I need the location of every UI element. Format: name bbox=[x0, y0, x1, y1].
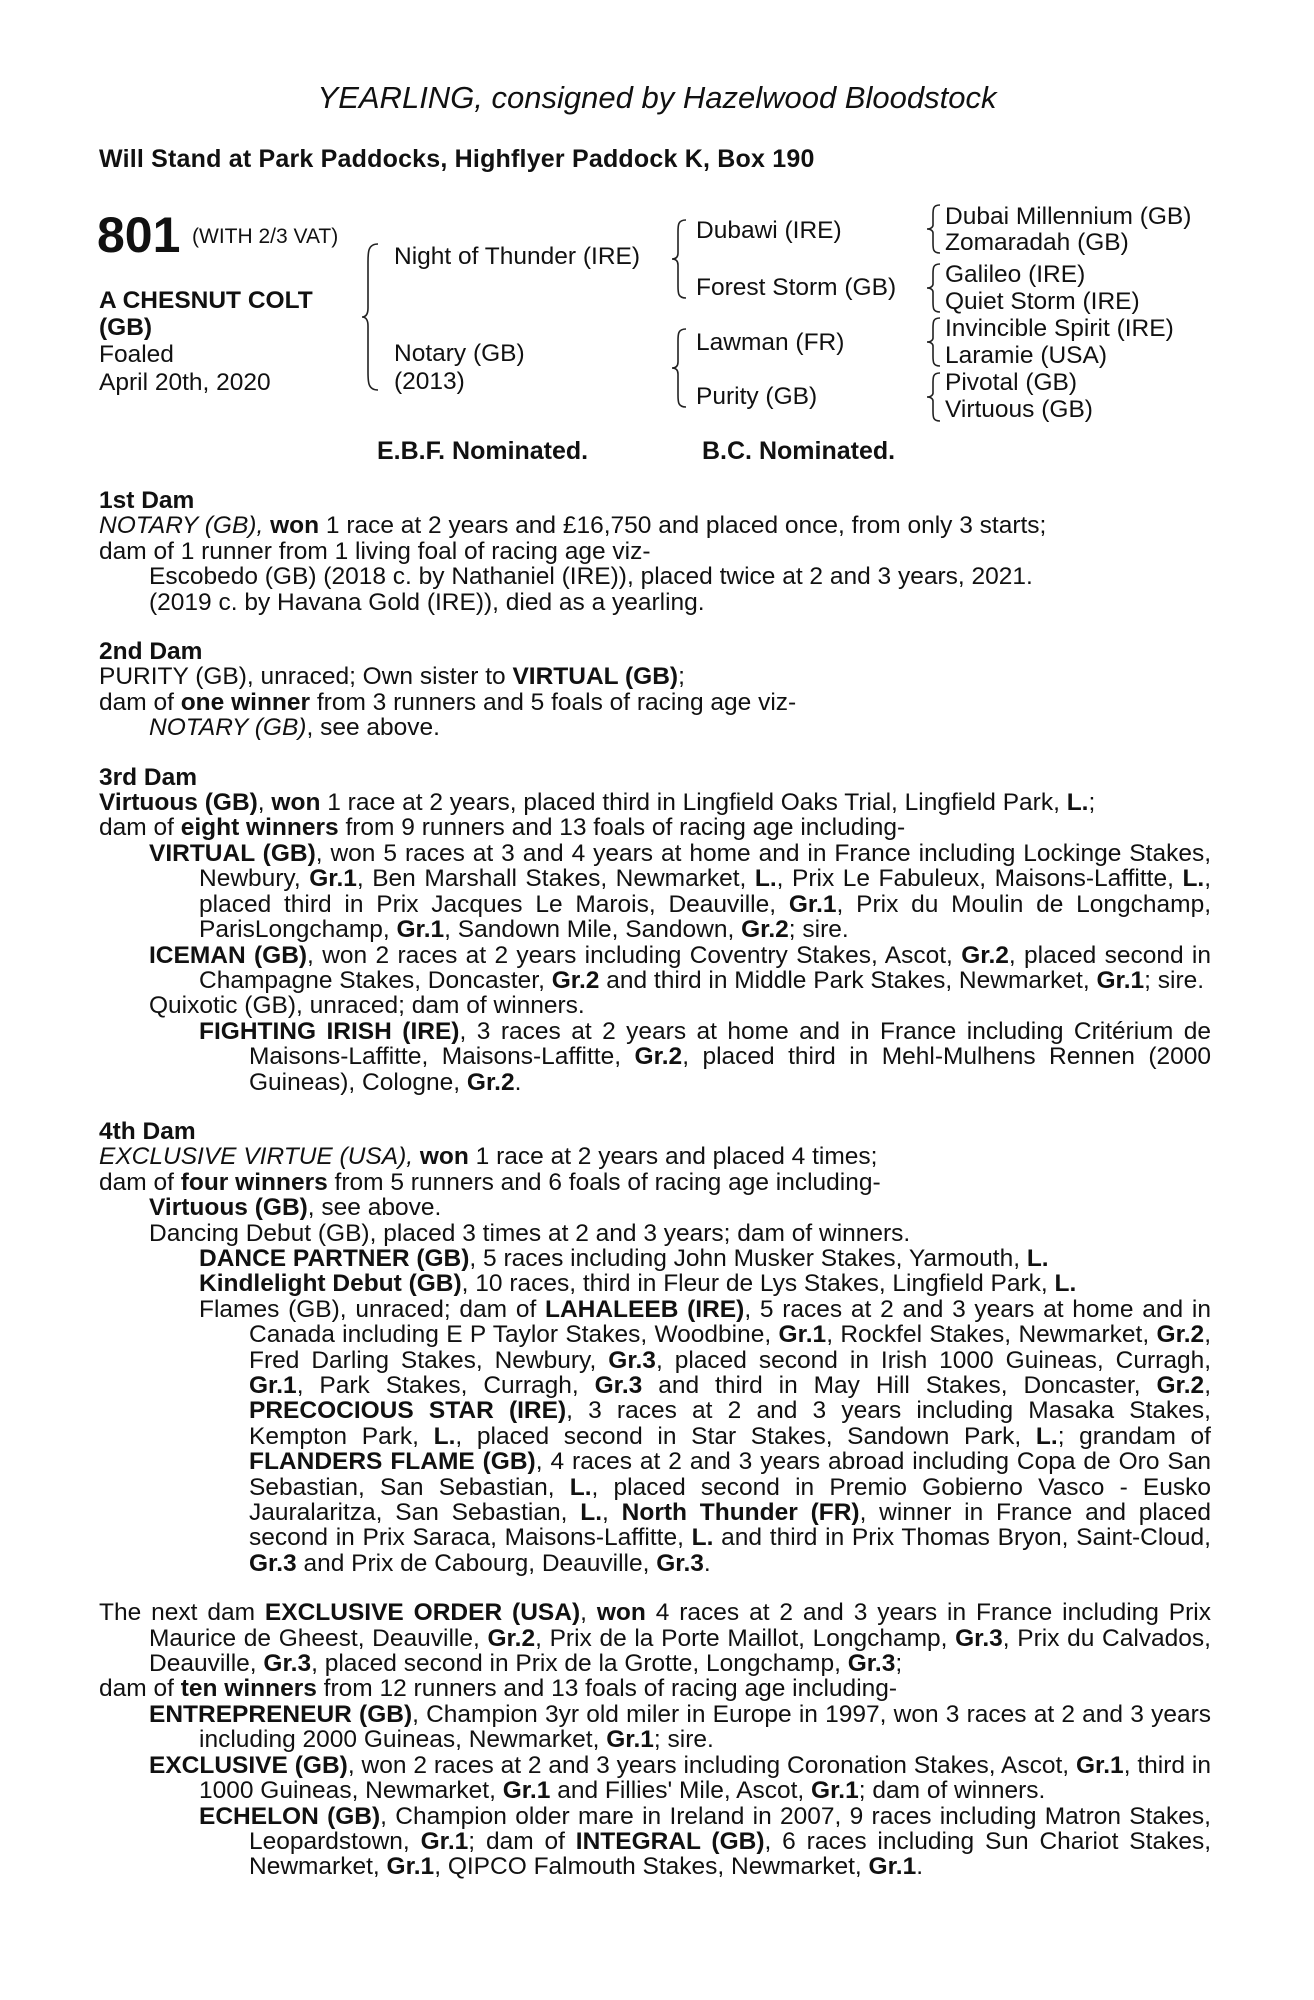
dam2-produce-1: NOTARY (GB), see above. bbox=[149, 714, 440, 742]
pedigree-dam-sire: Lawman (FR) bbox=[696, 329, 845, 356]
pedigree-dam: Notary (GB) bbox=[394, 340, 525, 367]
dam1-produce-2: (2019 c. by Havana Gold (IRE)), died as a yearling. bbox=[149, 588, 705, 616]
foaled-date: April 20th, 2020 bbox=[99, 369, 271, 396]
brace-icon-3 bbox=[925, 316, 943, 368]
dam4-heading: 4th Dam bbox=[99, 1117, 196, 1145]
dam2-line1: PURITY (GB), unraced; Own sister to VIRTUAL (GB); bbox=[99, 663, 685, 691]
dam1-line2: dam of 1 runner from 1 living foal of racing age viz- bbox=[99, 537, 651, 565]
page-title: YEARLING, consigned by Hazelwood Bloodstock bbox=[317, 80, 997, 115]
sire-dam-brace-icon bbox=[360, 242, 382, 392]
brace-icon-2 bbox=[925, 262, 943, 314]
pedigree-sire: Night of Thunder (IRE) bbox=[394, 243, 641, 270]
pedigree-dds: Pivotal (GB) bbox=[945, 369, 1078, 396]
next-dam-grandproduce-echelon: ECHELON (GB), Champion older mare in Ireland in 2007, 9 races including Matron Stakes, Leopardstown, Gr.1; dam of INTEGRAL (GB), 6 races including Sun Chariot Stakes, Newmarket, Gr.1, QIPCO Falmouth Stakes, Newmarket, Gr.1. bbox=[199, 1802, 1212, 1881]
dam3-produce-quixotic: Quixotic (GB), unraced; dam of winners. bbox=[149, 992, 585, 1020]
dam3-line2: dam of eight winners from 9 runners and 13 foals of racing age including- bbox=[99, 814, 906, 842]
sire-parents-brace-icon bbox=[670, 218, 690, 300]
dam1-line1: NOTARY (GB), won 1 race at 2 years and £16,750 and placed once, from only 3 starts; bbox=[99, 512, 1047, 540]
pedigree-ssd: Zomaradah (GB) bbox=[945, 229, 1129, 256]
pedigree-sds: Galileo (IRE) bbox=[945, 261, 1086, 288]
next-dam-line: The next dam EXCLUSIVE ORDER (USA), won 4 races at 2 and 3 years in France including Prix Maurice de Gheest, Deauville, Gr.2, Prix de la Porte Maillot, Longchamp, Gr.3, Prix du Calvados, Deauville, Gr.3, placed second in Prix de la Grotte, Longchamp, Gr.3; bbox=[99, 1599, 1211, 1678]
dam4-grandproduce-flames: Flames (GB), unraced; dam of LAHALEEB (IRE), 5 races at 2 and 3 years at home and in Canada including E P Taylor Stakes, Woodbine, Gr.1, Rockfel Stakes, Newmarket, Gr.2, Fred Darling Stakes, Newbury, Gr.3, placed second in Irish 1000 Guineas, Curragh, Gr.1, Park Stakes, Curragh, Gr.3 and third in May Hill Stakes, Doncaster, Gr.2, PRECOCIOUS STAR (IRE), 3 races at 2 and 3 years including Masaka Stakes, Kempton Park, L., placed second in Star Stakes, Sandown Park, L.; grandam of FLANDERS FLAME (GB), 4 races at 2 and 3 years abroad including Copa de Oro San Sebastian, San Sebastian, L., placed second in Premio Gobierno Vasco - Eusko Jauralaritza, San Sebastian, L., North Thunder (FR), winner in France and placed second in Prix Saraca, Maisons-Laffitte, L. and third in Prix Thomas Bryon, Saint-Cloud, Gr.3 and Prix de Cabourg, Deauville, Gr.3. bbox=[199, 1295, 1212, 1577]
dam4-line1: EXCLUSIVE VIRTUE (USA), won 1 race at 2 years and placed 4 times; bbox=[99, 1143, 878, 1171]
dam3-produce-virtual: VIRTUAL (GB), won 5 races at 3 and 4 years at home and in France including Lockinge Stakes, Newbury, Gr.1, Ben Marshall Stakes, Newmarket, L., Prix Le Fabuleux, Maisons-Laffitte, L., placed third in Prix Jacques Le Marois, Deauville, Gr.1, Prix du Moulin de Longchamp, ParisLongchamp, Gr.1, Sandown Mile, Sandown, Gr.2; sire. bbox=[149, 839, 1212, 944]
catalogue-body bbox=[99, 488, 1211, 1880]
dam3-grandproduce-fighting-irish: FIGHTING IRISH (IRE), 3 races at 2 years at home and in France including Critérium de Maisons-Laffitte, Maisons-Laffitte, Gr.2, placed third in Mehl-Mulhens Rennen (2000 Guineas), Cologne, Gr.2. bbox=[199, 1017, 1211, 1096]
pedigree-dam-year: (2013) bbox=[394, 368, 465, 395]
vat-note: (WITH 2/3 VAT) bbox=[192, 225, 339, 248]
next-dam-produce-entrepreneur: ENTREPRENEUR (GB), Champion 3yr old miler in Europe in 1997, won 3 races at 2 and 3 years including 2000 Guineas, Newmarket, Gr.1; sire. bbox=[149, 1700, 1211, 1754]
venue-line: Will Stand at Park Paddocks, Highflyer Paddock K, Box 190 bbox=[99, 145, 815, 173]
next-dam-produce-exclusive: EXCLUSIVE (GB), won 2 races at 2 and 3 years including Coronation Stakes, Ascot, Gr.1, third in 1000 Guineas, Newmarket, Gr.1 and Fillies' Mile, Ascot, Gr.1; dam of winners. bbox=[149, 1751, 1211, 1805]
dam3-heading: 3rd Dam bbox=[99, 763, 198, 791]
pedigree-sire-dam: Forest Storm (GB) bbox=[696, 274, 897, 301]
dam1-heading: 1st Dam bbox=[99, 487, 195, 514]
pedigree-sss: Dubai Millennium (GB) bbox=[945, 203, 1192, 230]
ebf-nomination: E.B.F. Nominated. bbox=[377, 437, 589, 465]
lot-name-line1: A CHESNUT COLT bbox=[99, 287, 313, 314]
pedigree-dss: Invincible Spirit (IRE) bbox=[945, 315, 1174, 342]
dam3-line1: Virtuous (GB), won 1 race at 2 years, placed third in Lingfield Oaks Trial, Lingfield Park, L.; bbox=[99, 789, 1096, 817]
pedigree-dsd: Laramie (USA) bbox=[945, 342, 1108, 369]
brace-icon-4 bbox=[925, 371, 943, 423]
dam4-produce-virtuous: Virtuous (GB), see above. bbox=[149, 1194, 442, 1222]
next-dam-line2: dam of ten winners from 12 runners and 13 foals of racing age including- bbox=[99, 1675, 898, 1703]
dam2-line2: dam of one winner from 3 runners and 5 foals of racing age viz- bbox=[99, 688, 797, 716]
pedigree-dam-dam: Purity (GB) bbox=[696, 383, 818, 410]
pedigree-sire-sire: Dubawi (IRE) bbox=[696, 217, 842, 244]
dam4-grandproduce-dance-partner: DANCE PARTNER (GB), 5 races including John Musker Stakes, Yarmouth, L. bbox=[199, 1244, 1049, 1272]
dam1-produce-1: Escobedo (GB) (2018 c. by Nathaniel (IRE)), placed twice at 2 and 3 years, 2021. bbox=[149, 563, 1033, 591]
dam4-produce-dancing-debut: Dancing Debut (GB), placed 3 times at 2 and 3 years; dam of winners. bbox=[149, 1219, 911, 1247]
lot-number: 801 bbox=[97, 207, 181, 263]
lot-name-line2: (GB) bbox=[99, 314, 153, 341]
dam-parents-brace-icon bbox=[670, 327, 690, 409]
dam4-line2: dam of four winners from 5 runners and 6 foals of racing age including- bbox=[99, 1168, 881, 1196]
dam4-grandproduce-kindlelight: Kindlelight Debut (GB), 10 races, third in Fleur de Lys Stakes, Lingfield Park, L. bbox=[199, 1270, 1077, 1298]
pedigree-ddd: Virtuous (GB) bbox=[945, 396, 1093, 423]
dam3-produce-iceman: ICEMAN (GB), won 2 races at 2 years including Coventry Stakes, Ascot, Gr.2, placed second in Champagne Stakes, Doncaster, Gr.2 and third in Middle Park Stakes, Newmarket, Gr.1; sire. bbox=[149, 941, 1211, 994]
brace-icon-1 bbox=[925, 203, 943, 255]
foaled-label: Foaled bbox=[99, 341, 174, 368]
dam2-heading: 2nd Dam bbox=[99, 638, 203, 666]
bc-nomination: B.C. Nominated. bbox=[702, 437, 896, 465]
pedigree-sdd: Quiet Storm (IRE) bbox=[945, 288, 1140, 315]
